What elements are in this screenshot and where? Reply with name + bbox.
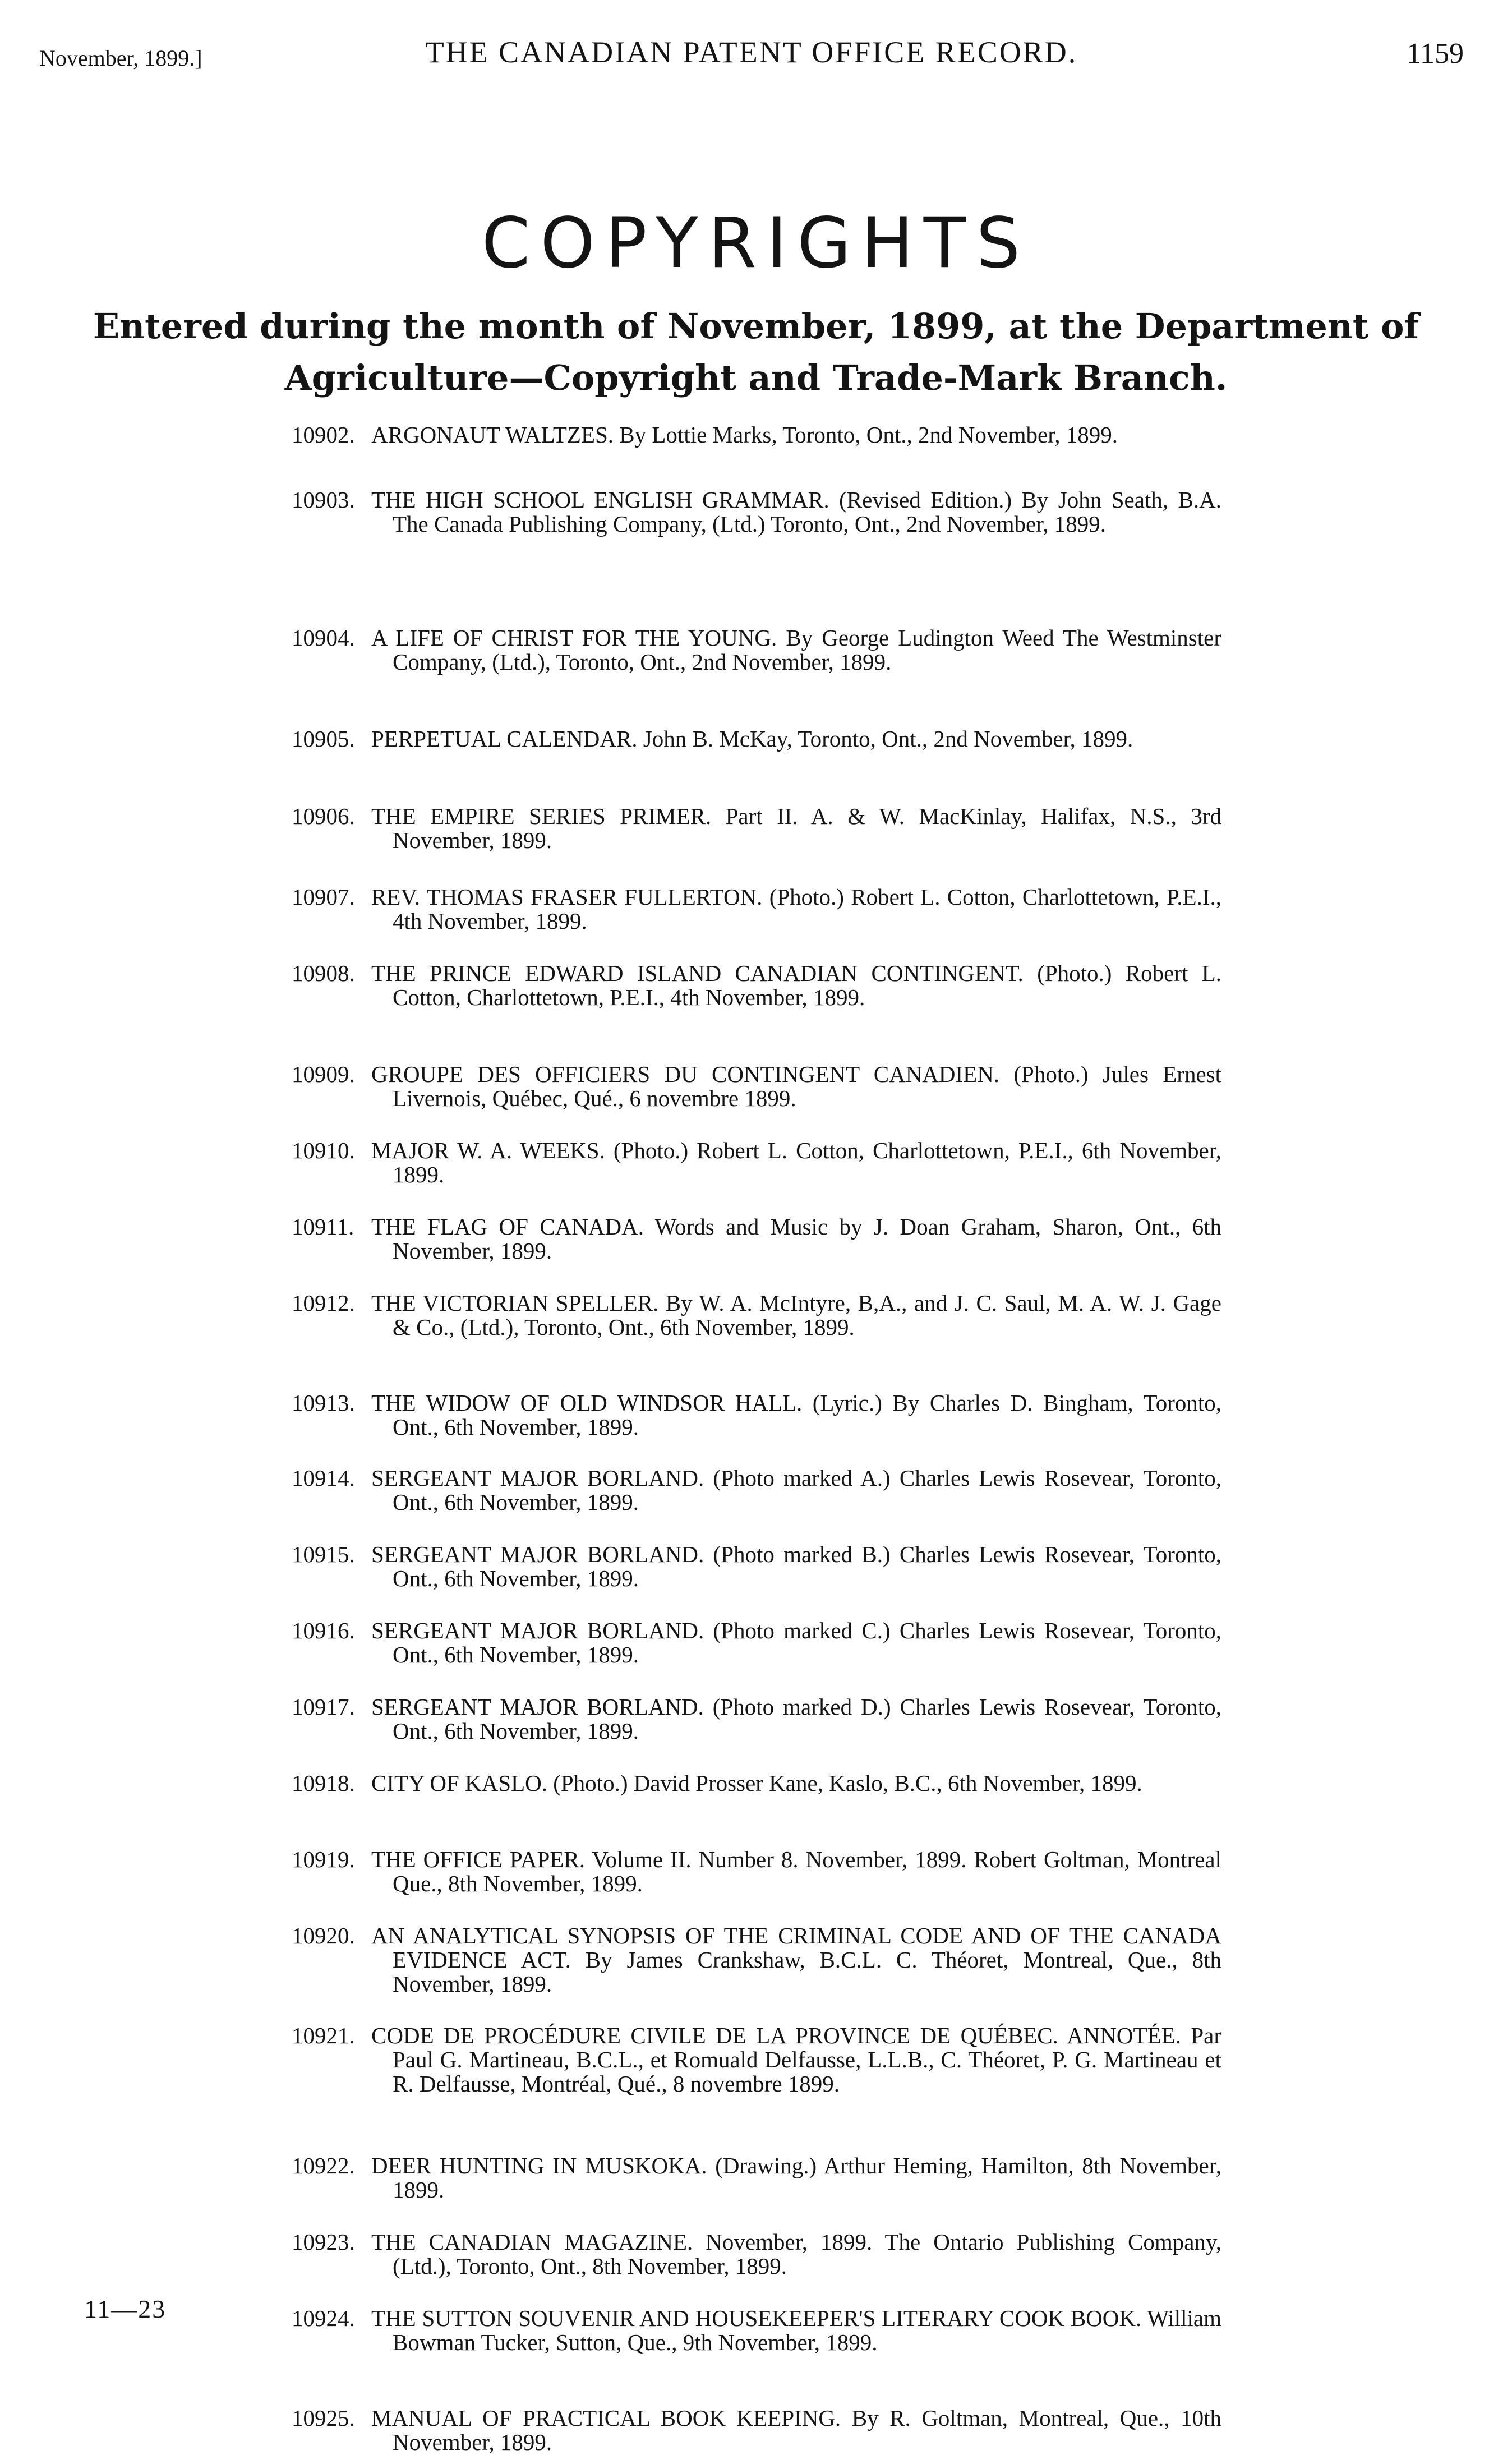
entry-text: MAJOR W. A. WEEKS. (Photo.) Robert L. Cotton, Charlottetown, P.E.I., 6th November, 1899. [371, 1137, 1221, 1187]
entry-text: AN ANALYTICAL SYNOPSIS OF THE CRIMINAL CODE AND OF THE CANADA EVIDENCE ACT. By James Crankshaw, B.C.L. C. Théoret, Montreal, Que., 8th November, 1899. [371, 1923, 1221, 1997]
entry-text: THE HIGH SCHOOL ENGLISH GRAMMAR. (Revised Edition.) By John Seath, B.A. The Canada Publishing Company, (Ltd.) Toronto, Ont., 2nd November, 1899. [371, 487, 1221, 537]
section-subtitle: Entered during the month of November, 1899, at the Department of Agriculture—Copyright and Trade-Mark Branch. [93, 306, 1419, 398]
entry-text: ARGONAUT WALTZES. By Lottie Marks, Toronto, Ont., 2nd November, 1899. [371, 422, 1118, 448]
entry-text: SERGEANT MAJOR BORLAND. (Photo marked A.) Charles Lewis Rosevear, Toronto, Ont., 6th November, 1899. [371, 1465, 1221, 1515]
entry-number: 10919. [292, 1846, 355, 1872]
entry-number: 10905. [292, 726, 355, 752]
entry-number: 10917. [292, 1694, 355, 1720]
entry-text: THE CANADIAN MAGAZINE. November, 1899. The Ontario Publishing Company, (Ltd.), Toronto, Ont., 8th November, 1899. [371, 2229, 1221, 2279]
publication-title: THE CANADIAN PATENT OFFICE RECORD. [425, 35, 1078, 69]
entry-text: SERGEANT MAJOR BORLAND. (Photo marked C.) Charles Lewis Rosevear, Toronto, Ont., 6th November, 1899. [371, 1618, 1221, 1668]
entry-text: GROUPE DES OFFICIERS DU CONTINGENT CANADIEN. (Photo.) Jules Ernest Livernois, Québec, Qué., 6 novembre 1899. [371, 1061, 1221, 1111]
entry-text: THE VICTORIAN SPELLER. By W. A. McIntyre, B,A., and J. C. Saul, M. A. W. J. Gage & Co., (Ltd.), Toronto, Ont., 6th November, 1899. [371, 1290, 1221, 1340]
issue-date: November, 1899.] [39, 45, 202, 71]
entry-text: THE EMPIRE SERIES PRIMER. Part II. A. & W. MacKinlay, Halifax, N.S., 3rd November, 1899. [371, 803, 1221, 853]
entry-text: THE SUTTON SOUVENIR AND HOUSEKEEPER'S LITERARY COOK BOOK. William Bowman Tucker, Sutton, Que., 9th November, 1899. [371, 2305, 1221, 2355]
entry-text: A LIFE OF CHRIST FOR THE YOUNG. By George Ludington Weed The Westminster Company, (Ltd.), Toronto, Ont., 2nd November, 1899. [371, 625, 1221, 675]
entry-number: 10920. [292, 1923, 355, 1949]
entry-text: THE FLAG OF CANADA. Words and Music by J. Doan Graham, Sharon, Ont., 6th November, 1899. [371, 1214, 1221, 1264]
entry-number: 10911. [292, 1214, 354, 1240]
entry-number: 10925. [292, 2405, 355, 2431]
entry-text: REV. THOMAS FRASER FULLERTON. (Photo.) Robert L. Cotton, Charlottetown, P.E.I., 4th November, 1899. [371, 884, 1221, 934]
entry-number: 10904. [292, 625, 355, 651]
entry-number: 10902. [292, 422, 355, 448]
entry-text: SERGEANT MAJOR BORLAND. (Photo marked B.) Charles Lewis Rosevear, Toronto, Ont., 6th November, 1899. [371, 1541, 1221, 1591]
entry-number: 10912. [292, 1290, 355, 1316]
entry-number: 10907. [292, 884, 355, 910]
entry-text: CODE DE PROCÉDURE CIVILE DE LA PROVINCE DE QUÉBEC. ANNOTÉE. Par Paul G. Martineau, B.C.L., et Romuald Delfausse, L.L.B., C. Théoret, P. G. Martineau et R. Delfausse, Montréal, Qué., 8 novembre 1899. [371, 2023, 1221, 2097]
entry-text: DEER HUNTING IN MUSKOKA. (Drawing.) Arthur Heming, Hamilton, 8th November, 1899. [371, 2153, 1221, 2203]
entry-number: 10908. [292, 960, 355, 986]
entry-number: 10921. [292, 2023, 355, 2048]
entry-text: THE PRINCE EDWARD ISLAND CANADIAN CONTINGENT. (Photo.) Robert L. Cotton, Charlottetown, P.E.I., 4th November, 1899. [371, 960, 1221, 1010]
entry-text: THE WIDOW OF OLD WINDSOR HALL. (Lyric.) By Charles D. Bingham, Toronto, Ont., 6th November, 1899. [371, 1390, 1221, 1440]
section-title: COPYRIGHTS [481, 203, 1031, 284]
entry-number: 10909. [292, 1061, 355, 1087]
entry-number: 10913. [292, 1390, 355, 1416]
entry-number: 10916. [292, 1618, 355, 1643]
entry-text: CITY OF KASLO. (Photo.) David Prosser Kane, Kaslo, B.C., 6th November, 1899. [371, 1770, 1142, 1796]
entry-number: 10906. [292, 803, 355, 829]
entry-number: 10914. [292, 1465, 355, 1491]
entry-text: THE OFFICE PAPER. Volume II. Number 8. November, 1899. Robert Goltman, Montreal Que., 8th November, 1899. [371, 1846, 1221, 1896]
entry-number: 10922. [292, 2153, 355, 2178]
entry-number: 10903. [292, 487, 355, 513]
entry-number: 10918. [292, 1770, 355, 1796]
entry-number: 10915. [292, 1541, 355, 1567]
entry-text: SERGEANT MAJOR BORLAND. (Photo marked D.) Charles Lewis Rosevear, Toronto, Ont., 6th November, 1899. [371, 1694, 1221, 1744]
running-head [39, 35, 1464, 80]
entry-text: PERPETUAL CALENDAR. John B. McKay, Toronto, Ont., 2nd November, 1899. [371, 726, 1133, 752]
signature-mark: 11—23 [84, 2295, 167, 2323]
entry-text: MANUAL OF PRACTICAL BOOK KEEPING. By R. Goltman, Montreal, Que., 10th November, 1899. [371, 2405, 1221, 2455]
entry-number: 10923. [292, 2229, 355, 2255]
page-number: 1159 [1406, 38, 1464, 70]
entry-number: 10910. [292, 1137, 355, 1163]
entry-number: 10924. [292, 2305, 355, 2331]
